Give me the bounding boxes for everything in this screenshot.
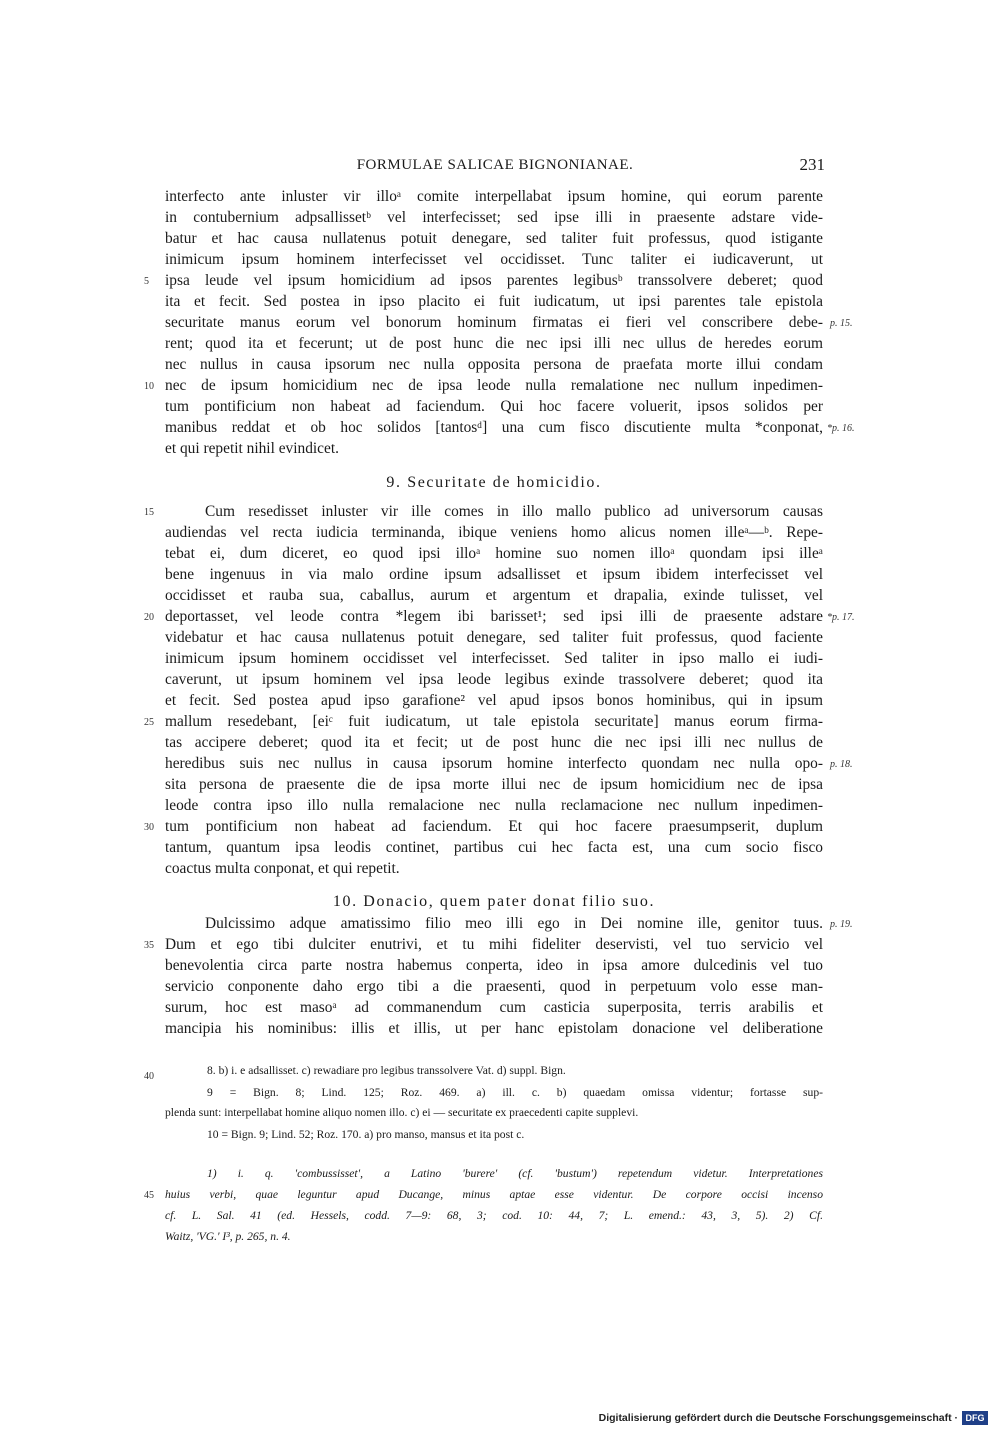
text-line: videbatur et hac causa nullatenus potuit denegare, sed taliter fuit professus, quod faciente — [165, 629, 823, 646]
text-line: benevolentia circa parte nostra habemus conperta, ideo in ipsa amore dulcedinis vel tuo — [165, 957, 823, 974]
text-line: deportasset, vel leode contra *legem ibi barisset¹; sed ipsi illi de praesente adstare — [165, 608, 823, 625]
line-number: 15 — [144, 507, 154, 518]
text-line: nec de ipsum homicidium nec de ipsa leode nulla remalatione nec nullum inpedimen- — [165, 377, 823, 394]
text-line: interfecto ante inluster vir illoᵃ comite interpellabat ipsum homine, qui eorum parente — [165, 188, 823, 205]
page-header — [165, 157, 825, 177]
page-reference: p. 15. — [830, 318, 853, 329]
text-line: leode contra ipso illo nulla remalacione nec nulla reclamacione nec nullum inpedimen- — [165, 797, 823, 814]
page-number: 231 — [799, 155, 825, 174]
text-line: Dulcissimo adque amatissimo filio meo illi ego in Dei nomine ille, genitor tuus. — [205, 915, 823, 932]
text-line: tas accipere deberet; quod ita et fecit; ut de post hunc die nec ipsi illi nec nullus de — [165, 734, 823, 751]
line-number: 25 — [144, 717, 154, 728]
text-line: securitate manus eorum vel bonorum hominum firmatas ei fieri vel conscribere debe- — [165, 314, 823, 331]
page-reference: *p. 17. — [827, 612, 855, 623]
text-line: tum pontificium non habeat ad faciendum. Qui hoc facere voluerit, ipsos solidos per — [165, 398, 823, 415]
apparatus-note: 9 = Bign. 8; Lind. 125; Roz. 469. a) ill. c. b) quaedam omissa videntur; fortasse sup- — [207, 1086, 823, 1099]
commentary-note: 1) i. q. 'combussisset', a Latino 'burere' (cf. 'bustum') repetendum videtur. Interpretationes — [207, 1167, 823, 1180]
text-line: servicio conponente daho ergo tibi a die praesenti, quod in perpetuum volo esse man- — [165, 978, 823, 995]
line-number: 10 — [144, 381, 154, 392]
text-line: manibus reddat et ob hoc solidos [tantosᵈ] una cum fisco discutiente multa *conponat, — [165, 419, 823, 436]
text-line: inimicum ipsum hominem occidisset vel interfecisset. Sed taliter in ipso mallo ei iudi- — [165, 650, 823, 667]
running-head: FORMULAE SALICAE BIGNONIANAE. — [356, 157, 634, 173]
line-number: 35 — [144, 940, 154, 951]
text-line: nec nullus in causa ipsorum nec nulla opposita persona de praefata morte illui condam — [165, 356, 823, 373]
text-line: surum, hoc est masoᵃ ad commanendum cum casticia superposita, terris arabilis et — [165, 999, 823, 1016]
text-line: tantum, quantum ipsa leodis continet, partibus cui hec facta est, una cum socio fisco — [165, 839, 823, 856]
text-line: et fecit. Sed postea apud ipso garafione² vel apud ipsos bonos hominibus, qui in ipsum — [165, 692, 823, 709]
text-line: ipsa leude vel ipsum homicidium ad ipsos parentes legibusᵇ transsolvere deberet; quod — [165, 272, 823, 289]
line-number: 20 — [144, 612, 154, 623]
commentary-note: Waitz, 'VG.' I³, p. 265, n. 4. — [165, 1230, 291, 1243]
text-line: mancipia his nominibus: illis et illis, ut per hanc epistolam donacione vel deliberatione — [165, 1020, 823, 1037]
text-line: audiendas vel recta iudicia terminanda, ibique veniens homo alicus nomen illeᵃ—ᵇ. Repe- — [165, 524, 823, 541]
text-line: occidisset et rauba sua, caballus, aurum et argentum et drapalia, exinde tulisset, vel — [165, 587, 823, 604]
line-number: 5 — [144, 276, 149, 287]
text-line: Cum resedisset inluster vir ille comes in illo mallo publico ad universorum causas — [205, 503, 823, 520]
commentary-note: huius verbi, quae leguntur apud Ducange, minus aptae esse videntur. De corpore occisi incenso — [165, 1188, 823, 1201]
text-line: inimicum ipsum hominem interfecisset vel occidisset. Tunc taliter ei iudicaverunt, ut — [165, 251, 823, 268]
text-line: et qui repetit nihil evindicet. — [165, 440, 339, 457]
text-line: in contubernium adpsallissetᵇ vel interfecisset; sed ipse illi in praesente adstare vide- — [165, 209, 823, 226]
text-line: bene ingenuus in via malo ordine ipsum adsallisset et ipsum ibidem interfecisset vel — [165, 566, 823, 583]
text-line: rent; quod ita et fecerunt; ut de post hunc die nec ipsi illi nec ullus de heredes eorum — [165, 335, 823, 352]
page-reference: *p. 16. — [827, 423, 855, 434]
dfg-logo-icon: DFG — [962, 1411, 988, 1425]
text-line: sita persona de praesente die de ipsa morte illui nec de ipsum homicidium nec de ipsa — [165, 776, 823, 793]
page-reference: p. 19. — [830, 919, 853, 930]
digitization-footer — [600, 1410, 992, 1428]
text-line: tebat ei, dum diceret, eo quod ipsi illoᵃ homine suo nomen illoᵃ quondam ipsi illeᵃ — [165, 545, 823, 562]
line-number: 40 — [144, 1071, 154, 1082]
funding-notice: Digitalisierung gefördert durch die Deutsche Forschungsgemeinschaft · — [598, 1412, 958, 1424]
apparatus-note: plenda sunt: interpellabat homine aliquo nomen illo. c) ei — securitate ex praecedenti capite supplevi. — [165, 1106, 639, 1119]
text-line: Dum et ego tibi dulciter enutrivi, et tu mihi fideliter deservisti, vel tuo servicio vel — [165, 936, 823, 953]
line-number: 30 — [144, 822, 154, 833]
apparatus-note: 8. b) i. e adsallisset. c) rewadiare pro legibus transsolvere Vat. d) suppl. Bign. — [207, 1064, 566, 1077]
text-line: coactus multa conponat, et qui repetit. — [165, 860, 400, 877]
line-number: 45 — [144, 1190, 154, 1201]
apparatus-note: 10 = Bign. 9; Lind. 52; Roz. 170. a) pro manso, mansus et ita post c. — [207, 1128, 525, 1141]
section-heading-10: 10. Donacio, quem pater donat filio suo. — [332, 893, 656, 910]
text-line: caverunt, ut ipsum hominem vel ipsa leode legibus exinde trassolvere deberet; quod ita — [165, 671, 823, 688]
text-line: ita et fecit. Sed postea in ipso placito ei fuit iudicatum, ut ipsi parentes tale epistola — [165, 293, 823, 310]
text-line: tum pontificium non habeat ad faciendum. Et qui hoc facere praesumpserit, duplum — [165, 818, 823, 835]
commentary-note: cf. L. Sal. 41 (ed. Hessels, codd. 7—9: 68, 3; cod. 10: 44, 7; L. emend.: 43, 3, 5). 2) Cf. — [165, 1209, 823, 1222]
section-heading-9: 9. Securitate de homicidio. — [386, 474, 602, 491]
text-line: batur et hac causa nullatenus potuit denegare, sed taliter fuit professus, quod istigante — [165, 230, 823, 247]
text-line: mallum resedebant, [eiᶜ fuit iudicatum, ut tale epistola securitate] manus eorum firma- — [165, 713, 823, 730]
text-line: heredibus suis nec nullus in causa ipsorum homine interfecto quondam nec nulla opo- — [165, 755, 823, 772]
page-reference: p. 18. — [830, 759, 853, 770]
